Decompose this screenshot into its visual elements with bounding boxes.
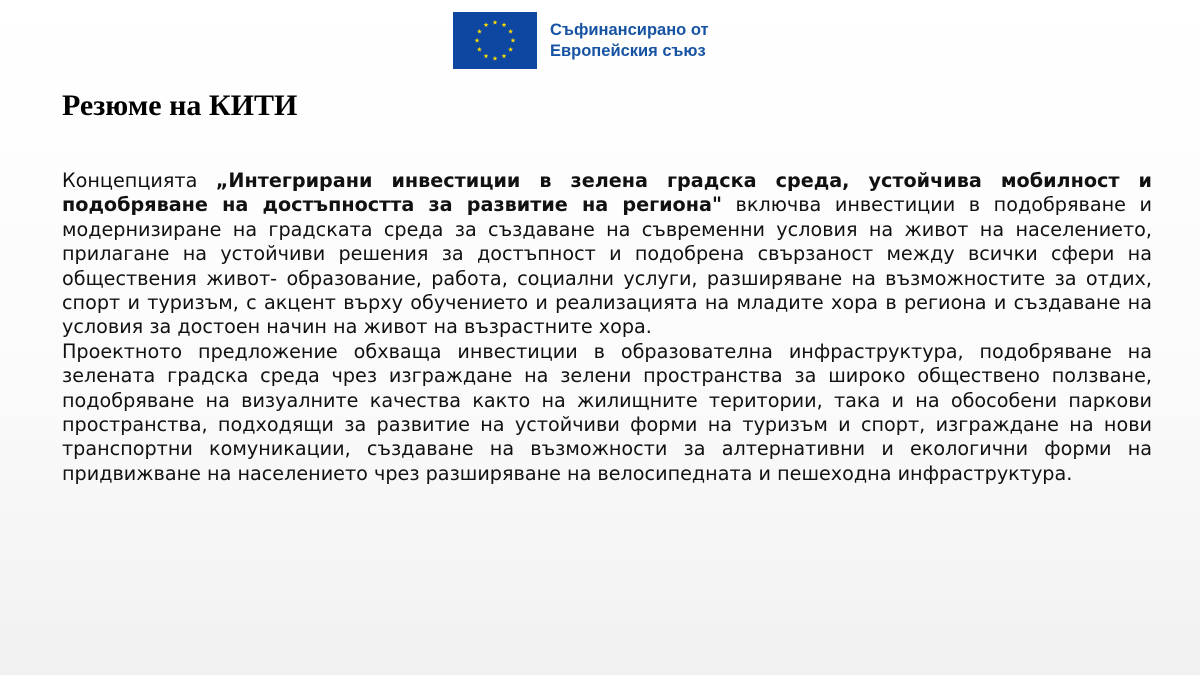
eu-cofunded-text	[550, 20, 709, 62]
eu-cofunded-logo	[453, 12, 709, 69]
eu-star	[508, 29, 513, 34]
eu-text-line1: Съфинансирано от	[550, 20, 709, 39]
eu-flag-icon	[453, 12, 537, 69]
eu-star	[493, 56, 498, 61]
eu-star	[477, 29, 482, 34]
page-title: Резюме на КИТИ	[62, 89, 298, 122]
eu-star	[502, 53, 507, 58]
summary-paragraph-1	[62, 169, 1152, 340]
paragraph-1-text: включва инвестиции в подобряване и модернизиране на градската среда за създаване на съвременни условия на живот на населението, прилагане на устойчиви решения за достъпност и подобрена свързаност между всички сфери на обществения живот- образование, работа, социални услуги, разширяване на възможностите за отдих, спорт и туризъм, с акцент върху обучението и реализацията на младите хора в региона и създаване на условия за достоен начин на живот на възрастните хора.	[62, 193, 1153, 339]
summary-body	[62, 169, 1152, 486]
eu-star	[477, 47, 482, 52]
eu-star	[508, 47, 513, 52]
eu-stars-icon	[453, 12, 537, 69]
project-concept-title: „Интегрирани инвестиции в зелена градска среда, устойчива мобилност и подобряване на достъпността за развитие на региона"	[62, 169, 1152, 217]
eu-star	[493, 20, 498, 25]
eu-star	[475, 38, 480, 43]
eu-star	[484, 22, 489, 27]
eu-star	[511, 38, 516, 43]
eu-text-line2: Европейския съюз	[550, 41, 706, 60]
eu-star	[502, 22, 507, 27]
summary-paragraph-2: Проектното предложение обхваща инвестиции в образователна инфраструктура, подобряване на зелената градска среда чрез изграждане на зелени пространства за широко обществено ползване, подобряване на визуалните качества както на жилищните територии, така и на обособени паркови пространства, подходящи за развитие на устойчиви форми на туризъм и спорт, изграждане на нови транспортни комуникации, създаване на възможности за алтернативни и екологични форми на придвижване на населението чрез разширяване на велосипедната и пешеходна инфраструктура.	[62, 339, 1152, 485]
eu-star	[484, 53, 489, 58]
paragraph-1-intro: Концепцията	[62, 169, 216, 192]
